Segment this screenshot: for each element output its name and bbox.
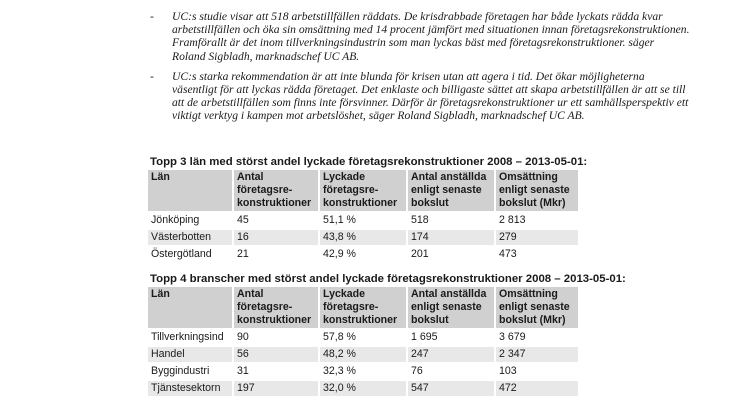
table-cell: 279 <box>496 230 578 245</box>
column-header: Antal företagsre-konstruktioner <box>234 170 318 211</box>
table-cell: 547 <box>408 381 494 396</box>
table-cell: 43,8 % <box>320 230 406 245</box>
table-row <box>148 364 578 379</box>
column-header: Omsättning enligt senaste bokslut (Mkr) <box>496 287 578 328</box>
table-cell: 48,2 % <box>320 347 406 362</box>
table-cell: 16 <box>234 230 318 245</box>
table-cell: 31 <box>234 364 318 379</box>
table-cell: 1 695 <box>408 330 494 345</box>
column-header: Lyckade företagsre-konstruktioner <box>320 170 406 211</box>
bullet-item <box>150 10 690 63</box>
table-row <box>148 347 578 362</box>
table-cell: Östergötland <box>148 247 232 262</box>
table-cell: 3 679 <box>496 330 578 345</box>
table-cell: 2 813 <box>496 213 578 228</box>
table-cell: Tjänstesektorn <box>148 381 232 396</box>
table-cell: Västerbotten <box>148 230 232 245</box>
table-cell: 21 <box>234 247 318 262</box>
table-cell: 42,9 % <box>320 247 406 262</box>
table-cell: Handel <box>148 347 232 362</box>
column-header: Lyckade företagsre-konstruktioner <box>320 287 406 328</box>
column-header: Antal anställda enligt senaste bokslut <box>408 170 494 211</box>
table-cell: 51,1 % <box>320 213 406 228</box>
table2-heading: Topp 4 branscher med störst andel lyckade företagsrekonstruktioner 2008 – 2013-05-01: <box>150 273 626 285</box>
table-header-row <box>148 287 578 328</box>
table-cell: Byggindustri <box>148 364 232 379</box>
table-cell: 518 <box>408 213 494 228</box>
table-row <box>148 213 578 228</box>
table-cell: 472 <box>496 381 578 396</box>
table1-heading: Topp 3 län med störst andel lyckade företagsrekonstruktioner 2008 – 2013-05-01: <box>150 156 588 168</box>
county-table <box>146 168 580 264</box>
table-cell: 473 <box>496 247 578 262</box>
table-cell: Jönköping <box>148 213 232 228</box>
table-row <box>148 381 578 396</box>
column-header: Antal företagsre-konstruktioner <box>234 287 318 328</box>
table-cell: 32,3 % <box>320 364 406 379</box>
table-cell: 174 <box>408 230 494 245</box>
bullet-dash: - <box>150 10 154 23</box>
industry-table <box>146 285 580 398</box>
table-cell: 32,0 % <box>320 381 406 396</box>
column-header: Län <box>148 170 232 211</box>
column-header: Län <box>148 287 232 328</box>
table-cell: 103 <box>496 364 578 379</box>
table-cell: 57,8 % <box>320 330 406 345</box>
bullet-list <box>150 10 690 130</box>
table-cell: 2 347 <box>496 347 578 362</box>
table-row <box>148 230 578 245</box>
table-header-row <box>148 170 578 211</box>
table-row <box>148 247 578 262</box>
bullet-item <box>150 70 690 123</box>
bullet-dash: - <box>150 69 154 83</box>
table-cell: 247 <box>408 347 494 362</box>
table-row <box>148 330 578 345</box>
table-cell: 76 <box>408 364 494 379</box>
table-cell: 197 <box>234 381 318 396</box>
bullet-text: UC:s studie visar att 518 arbetstillfällen räddats. De krisdrabbade företagen har både lyckats rädda kvar arbetstillfällen och öka sin omsättning med 14 procent jämfört med situationen innan företagsrekonstruktionen. Framförallt är det inom tillverkningsindustrin som man lyckas bäst med företagsrekonstruktioner. säger Roland Sigbladh, marknadschef UC AB. <box>172 10 690 63</box>
column-header: Antal anställda enligt senaste bokslut <box>408 287 494 328</box>
table-cell: Tillverkningsind <box>148 330 232 345</box>
column-header: Omsättning enligt senaste bokslut (Mkr) <box>496 170 578 211</box>
table-cell: 45 <box>234 213 318 228</box>
bullet-text: UC:s starka rekommendation är att inte blunda för krisen utan att agera i tid. Det ökar möjligheterna väsentligt för att lyckas rädda företaget. Det enklaste och billigaste sättet att skapa arbetstillfällen är att se till att de arbetstillfällen som finns inte försvinner. Därför är företagsrekonstruktioner ur ett samhällsperspektiv ett viktigt verktyg i kampen mot arbetslöshet, säger Roland Sigbladh, marknadschef UC AB. <box>172 69 689 123</box>
table-cell: 201 <box>408 247 494 262</box>
table-cell: 56 <box>234 347 318 362</box>
table-cell: 90 <box>234 330 318 345</box>
